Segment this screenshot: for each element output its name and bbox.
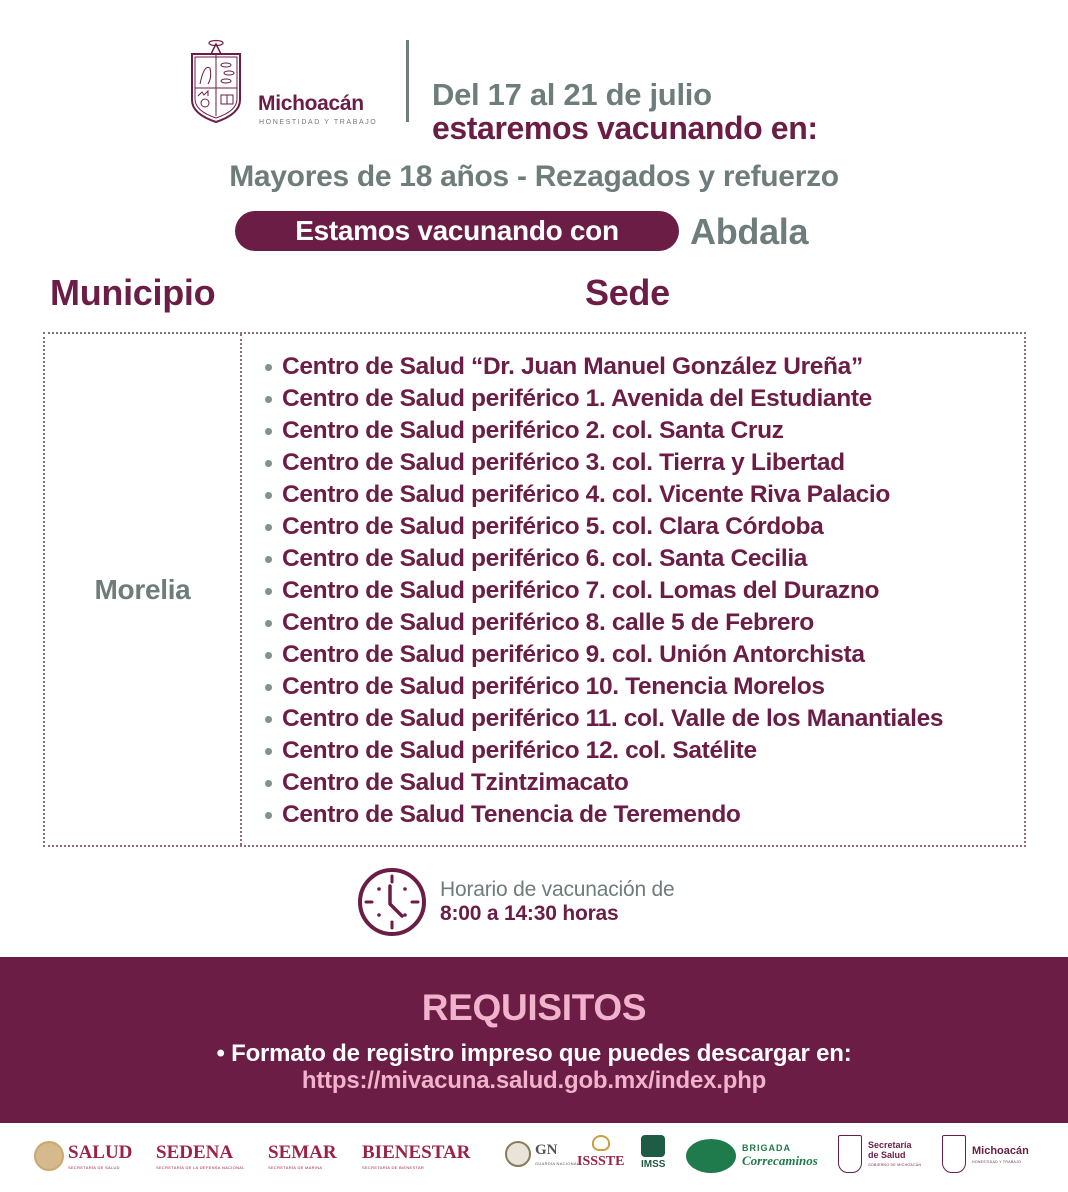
list-item: Centro de Salud Tenencia de Teremendo: [265, 799, 943, 831]
logo-semar: SEMAR SECRETARÍA DE MARINA: [268, 1142, 337, 1170]
bullet-icon: [265, 396, 272, 403]
requirement-item: • Formato de registro impreso que puedes descargar en:: [216, 1040, 852, 1067]
bullet-icon: [265, 492, 272, 499]
list-item: Centro de Salud periférico 8. calle 5 de Febrero: [265, 607, 943, 639]
bullet-icon: [265, 428, 272, 435]
bullet-icon: [265, 364, 272, 371]
date-range: Del 17 al 21 de julio: [432, 77, 712, 112]
michoacan-crest-icon: [188, 38, 244, 124]
municipio-name: Morelia: [94, 573, 191, 605]
bullet-icon: [265, 460, 272, 467]
audience-title: Mayores de 18 años - Rezagados y refuerzo: [229, 160, 839, 193]
logo-brigada-correcaminos: BRIGADA Correcaminos: [686, 1139, 818, 1173]
column-header-municipio: Municipio: [50, 272, 216, 313]
bullet-icon: [265, 524, 272, 531]
brand-tagline: HONESTIDAD Y TRABAJO: [259, 119, 378, 126]
crest-icon: [942, 1135, 966, 1173]
header-divider: [406, 40, 409, 122]
header-subtitle: estaremos vacunando en:: [432, 110, 818, 146]
logo-michoacan: Michoacán HONESTIDAD Y TRABAJO: [942, 1135, 1029, 1173]
list-item: Centro de Salud periférico 11. col. Valle de los Manantiales: [265, 703, 943, 735]
list-item: Centro de Salud periférico 6. col. Santa Cecilia: [265, 543, 943, 575]
list-item: Centro de Salud periférico 10. Tenencia Morelos: [265, 671, 943, 703]
list-item: Centro de Salud periférico 12. col. Satélite: [265, 735, 943, 767]
column-header-sede: Sede: [585, 272, 670, 313]
logo-gn: GN GUARDIA NACIONAL: [505, 1141, 579, 1167]
mexico-seal-icon: [34, 1141, 64, 1171]
footer-logos: [0, 1123, 1068, 1192]
requirements-section: [0, 957, 1068, 1123]
list-item: Centro de Salud periférico 1. Avenida del Estudiante: [265, 383, 943, 415]
sede-list: [265, 351, 943, 831]
list-item: Centro de Salud periférico 7. col. Lomas del Durazno: [265, 575, 943, 607]
schedule-hours: 8:00 a 14:30 horas: [440, 902, 619, 925]
logo-salud: SALUD SECRETARÍA DE SALUD: [34, 1141, 132, 1171]
schedule-label: Horario de vacunación de: [440, 878, 675, 901]
bullet-icon: [265, 716, 272, 723]
vaccine-label-pill: Estamos vacunando con: [235, 211, 679, 251]
list-item: Centro de Salud periférico 4. col. Vicente Riva Palacio: [265, 479, 943, 511]
logo-secretaria-salud-michoacan: Secretaría de Salud GOBIERNO DE MICHOACÁN: [838, 1135, 921, 1173]
list-item: Centro de Salud Tzintzimacato: [265, 767, 943, 799]
issste-emblem-icon: [592, 1135, 610, 1151]
bullet-icon: [265, 556, 272, 563]
logo-sedena: SEDENA SECRETARÍA DE LA DEFENSA NACIONAL: [156, 1142, 245, 1170]
requirements-title: REQUISITOS: [421, 987, 647, 1028]
bullet-icon: [265, 620, 272, 627]
bullet-icon: [265, 684, 272, 691]
table-divider: [240, 334, 242, 845]
header: [0, 30, 1068, 146]
registration-link[interactable]: https://mivacuna.salud.gob.mx/index.php: [301, 1067, 767, 1094]
bullet-icon: [265, 748, 272, 755]
bullet-icon: [265, 812, 272, 819]
bullet-icon: [265, 780, 272, 787]
list-item: Centro de Salud periférico 2. col. Santa Cruz: [265, 415, 943, 447]
bullet-icon: [265, 652, 272, 659]
brand-name: Michoacán: [258, 92, 364, 115]
logo-bienestar: BIENESTAR SECRETARÍA DE BIENESTAR: [362, 1142, 471, 1170]
list-item: Centro de Salud periférico 5. col. Clara Córdoba: [265, 511, 943, 543]
municipio-cell: [45, 334, 240, 845]
correcaminos-bird-icon: [686, 1139, 736, 1173]
vaccination-sites-table: [43, 332, 1026, 847]
list-item: Centro de Salud periférico 3. col. Tierra y Libertad: [265, 447, 943, 479]
logo-imss: IMSS: [641, 1135, 665, 1170]
imss-emblem-icon: [641, 1135, 665, 1157]
crest-icon: [838, 1135, 862, 1173]
list-item: Centro de Salud periférico 9. col. Unión Antorchista: [265, 639, 943, 671]
list-item: Centro de Salud “Dr. Juan Manuel González Ureña”: [265, 351, 943, 383]
clock-icon: [356, 866, 428, 938]
vaccine-name: Abdala: [690, 211, 809, 252]
gn-seal-icon: [505, 1141, 531, 1167]
bullet-icon: [265, 588, 272, 595]
logo-issste: ISSSTE: [577, 1135, 624, 1169]
